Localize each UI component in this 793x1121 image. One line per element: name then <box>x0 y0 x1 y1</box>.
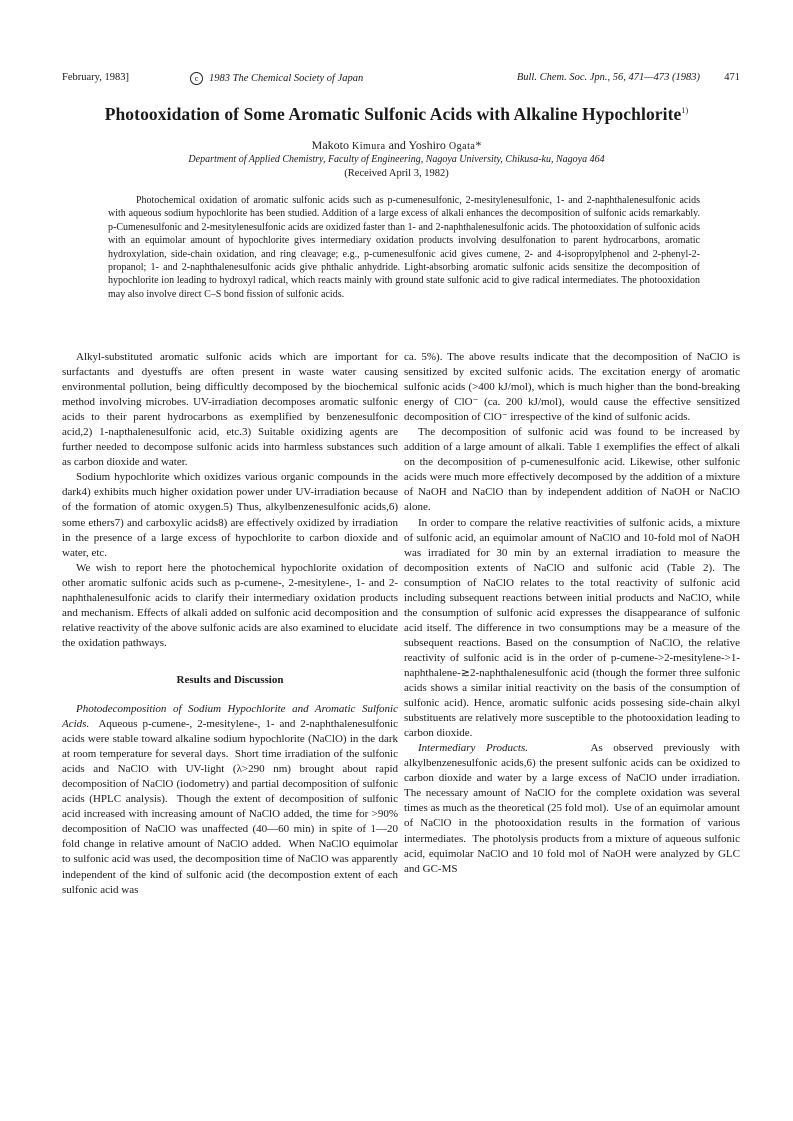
subsection-lead: Intermediary Products. <box>418 742 529 755</box>
body-paragraph: ca. 5%). The above results indicate that the decomposition of NaClO is sensitized by excited sulfonic acids. The excitation energy of aromatic sulfonic acids (>400 kJ/mol), which is much higher than the bond-breaking energy of ClO⁻ (ca. 200 kJ/mol), would cause the effective sensitized decomposition of ClO⁻ irrespective of the kind of sulfonic acids. <box>404 351 740 424</box>
paper-title <box>40 104 753 125</box>
copyright-text: 1983 The Chemical Society of Japan <box>209 73 364 84</box>
paragraph-text: As observed previously with alkylbenzenesulfonic acids,6) the present sulfonic acids can be oxidized to carbon dioxide and water by a large excess of NaClO under irradiation. The necessary amount of NaClO for the complete oxidation was several times as much as the theoretical (25 fold mol). Use of an equimolar amount of NaClO in the photooxidation results in the formation of various intermediates. The photolysis products from a mixture of aqueous sulfonic acid, equimolar NaClO and 10 fold mol of NaOH were analyzed by GLC and GC-MS <box>404 742 746 875</box>
right-column <box>404 350 746 877</box>
affiliation: Department of Applied Chemistry, Faculty of Engineering, Nagoya University, Chikusa-ku, Nagoya 464 <box>188 154 605 165</box>
title-footnote-mark: 1) <box>681 106 689 116</box>
author-line <box>40 138 753 153</box>
body-paragraph: In order to compare the relative reactivities of sulfonic acids, a mixture of sulfonic acid, an equimolar amount of NaClO and 10-fold mol of NaOH was irradiated for 30 min by an external irradiation to measure the decomposition extents of NaClO and sulfonic acid (Table 2). The consumption of NaClO relates to the total reactivity of sulfonic acid including subsequent reactions between initial products and NaClO, while the consumption of sulfonic acid expresses the disappearance of sulfonic acid itself. The difference in two consumptions may be a measure of the subsequent reactions. Based on the consumption of NaClO, the relative reactivity of sulfonic acid is in the order of p-cumene->2-mesitylene->1-naphthalene-≳2-naphthalenesulfonic acid (though the former three sulfonic acids shows a similar initial reactivity on the basis of the consumption of sulfonic acid). Hence, aromatic sulfonic acids possesing side-chain alkyl substituents are relatively more susceptible to the photooxidation leading to carbon dioxide. <box>404 516 740 740</box>
body-paragraph: Alkyl-substituted aromatic sulfonic acids which are important for surfactants and dyestuffs are often present in waste water causing environmental pollution, being difficultly decomposed by the biochemical method involving microbes. UV-irradiation decomposes aromatic sulfonic acids to their parent hydrocarbons as exemplified by benzenesulfonic acid,2) 1-napthalenesulfonic acid, etc.3) Suitable oxidizing agents are further needed to decompose sulfonic acids into harmless substances such as carbon dioxide and water. <box>62 351 398 469</box>
received-date: (Received April 3, 1982) <box>344 168 449 179</box>
paragraph-text: Aqueous p-cumene-, 2-mesitylene-, 1- and 2-naphthalenesulfonic acids were stable toward alkaline sodium hypochlorite (NaClO) in the dark at room temperature for several days. Short time irradiation of the sulfonic acids and NaClO with UV-light (λ>290 nm) brought about rapid decomposition of NaClO (iodometry) and partial decomposition of sulfonic acids (HPLC analysis). Though the extent of decomposition of sulfonic acid increased with increasing amount of NaClO added, the time for >90% decomposition of NaClO was unaffected (40—60 min) in spite of 1—20 fold change in relative amount of NaClO added. When NaClO equimolar to sulfonic acid was used, the decomposition time of NaClO was apparently independent of the kind of sulfonic acid (the decompostion extent of each sulfonic acid was <box>62 718 401 896</box>
author1-last: Kimura <box>352 141 386 152</box>
corresponding-mark: * <box>475 138 482 152</box>
page-number: 471 <box>724 72 740 83</box>
abstract-text: Photochemical oxidation of aromatic sulfonic acids such as p-cumenesulfonic, 2-mesitylenesulfonic, 1- and 2-naphthalenesulfonic acids with aqueous sodium hypochlorite has been studied. Addition of a large excess of alkali enhances the decomposition of sulfonic acids remarkably. p-Cumenesulfonic and 2-mesitylenesulfonic acids are oxidized faster than 1- and 2-naphthalenesulfonic acids. The photooxidation of sulfonic acids with an equimolar amount of hypochlorite gives intermediary oxidation products involving desulfonation to parent hydrocarbons, aromatic hydroxylation, side-chain oxidation, and ring cleavage; e.g., p-cumenesulfonic acid gives cumene, 2- and 4-isopropylphenol and 2-phenyl-2-propanol; 1- and 2-naphthalenesulfonic acids give phthalic anhydride. Light-absorbing aromatic sulfonic acids sensitize the decomposition of hypochlorite ion leading to hydroxyl radical, which reacts mainly with ground state sulfonic acid to give radical intermediates. The photooxidation may also involve direct C–S bond fission of sulfonic acids. <box>108 195 700 300</box>
running-header <box>62 72 740 88</box>
section-heading: Results and Discussion <box>176 673 284 686</box>
author-joiner: and Yoshiro <box>385 138 449 152</box>
body-paragraph <box>62 702 401 898</box>
body-paragraph: The decomposition of sulfonic acid was found to be increased by addition of a large amount of alkali. Table 1 exemplifies the effect of alkali on the decomposition of p-cumenesulfonic acid. Likewise, other sulfonic acids were much more effectively decomposed by the addition of a mixture of NaOH and NaClO than by independent addition of NaOH or NaClO alone. <box>404 426 740 514</box>
copyright-line <box>190 72 363 85</box>
body-paragraph: We wish to report here the photochemical hypochlorite oxidation of other aromatic sulfonic acids such as p-cumene-, 2-mesitylene-, 1- and 2-naphthalenesulfonic acids to clarify their intermediary oxidation products and mechanism. Effects of alkali added on sulfonic acid decomposition and relative reactivity of the above sulfonic acids are also examined to elucidate the oxidation pathways. <box>62 561 398 649</box>
author1-first: Makoto <box>311 138 353 152</box>
abstract <box>108 194 700 301</box>
body-paragraph: Sodium hypochlorite which oxidizes various organic compounds in the dark4) exhibits much higher oxidation power under UV-irradiation because of the formation of atomic oxygen.5) Thus, alkylbenzenesulfonic acids,6) some ethers7) and carboxylic acids8) are effectively oxidized by irradiation in the presence of a large excess of hypochlorite to carbon dioxide and water, etc. <box>62 471 398 559</box>
title-text: Photooxidation of Some Aromatic Sulfonic Acids with Alkaline Hypochlorite <box>104 104 682 124</box>
body-paragraph <box>404 741 746 876</box>
left-column <box>62 350 401 898</box>
copyright-icon: c <box>190 72 203 85</box>
issue-date: February, 1983] <box>62 72 129 83</box>
author2-last: Ogata <box>448 141 476 152</box>
subsection-lead: Photodecomposition of Sodium Hypochlorite and Aromatic Sulfonic Acids. <box>62 702 398 731</box>
journal-citation: Bull. Chem. Soc. Jpn., 56, 471—473 (1983) <box>516 72 700 83</box>
